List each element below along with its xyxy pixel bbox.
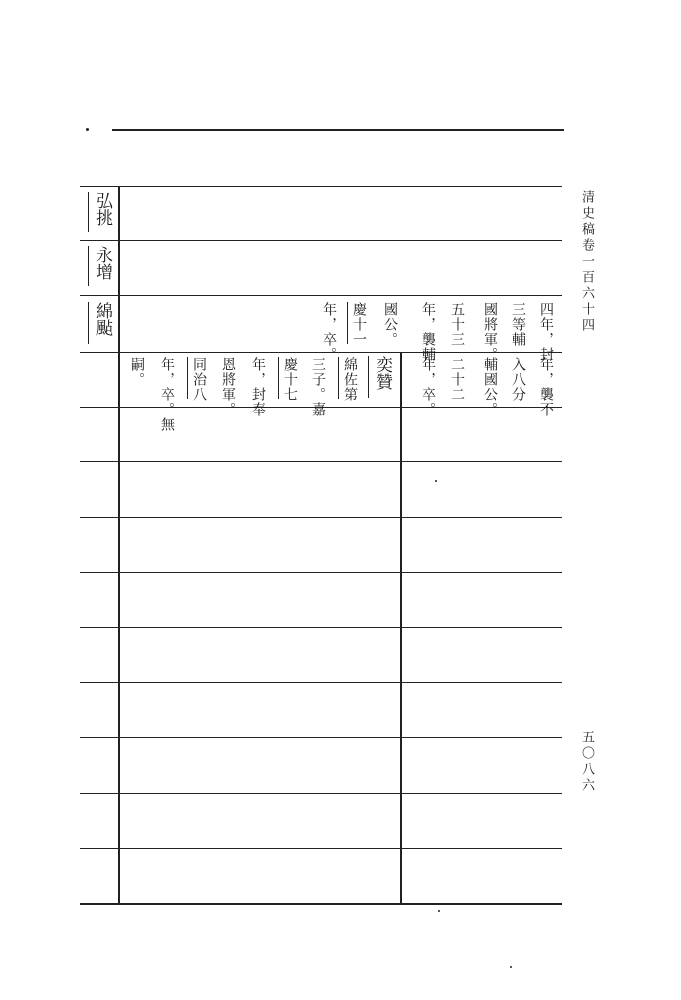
bio-column: 四年，封 (538, 302, 554, 362)
row-rule-7 (80, 517, 562, 518)
column-mark (338, 357, 339, 399)
row-rule-3 (80, 295, 562, 296)
person-name-hongtiao: 弘挑 (92, 192, 112, 226)
name-mark-2 (88, 246, 89, 286)
bio-column: 三子。嘉 (310, 357, 326, 417)
scan-speck (438, 910, 440, 912)
row-rule-1 (80, 186, 562, 187)
bio-column: 慶十七 (282, 357, 298, 402)
scan-speck (435, 480, 437, 482)
bio-column: 國將軍。 (482, 302, 498, 362)
top-rule (112, 129, 564, 131)
bio-column: 年，襲不 (538, 357, 554, 417)
bio-column: 國公。 (382, 302, 398, 347)
bio-column: 年，卒。無 (159, 357, 175, 432)
person-name-mianzhan: 綿颭 (92, 302, 112, 336)
person-name-yizan: 奕贊 (372, 356, 392, 390)
row-rule-8 (80, 572, 562, 573)
name-mark-3 (88, 302, 89, 344)
column-mark (347, 302, 348, 344)
row-rule-9 (80, 627, 562, 628)
name-mark-4 (368, 356, 369, 398)
name-mark-1 (88, 192, 89, 232)
bio-column: 年，卒。 (420, 357, 436, 417)
column-mark (278, 357, 279, 399)
row-rule-11 (80, 737, 562, 738)
row-rule-12 (80, 793, 562, 794)
row-rule-2 (80, 240, 562, 241)
bio-column: 慶十一 (351, 302, 367, 347)
bio-column: 年，封奉 (250, 357, 266, 417)
bio-column: 入八分 (510, 357, 526, 402)
person-name-yongzeng: 永增 (92, 246, 112, 280)
bio-column: 綿佐第 (342, 357, 358, 402)
generation-column-divider (400, 352, 402, 904)
row-rule-13 (80, 848, 562, 849)
bio-column: 恩將軍。 (220, 357, 236, 417)
row-rule-6 (80, 461, 562, 462)
bio-column: 輔國公。 (482, 357, 498, 417)
bio-column: 五十三 (449, 302, 465, 347)
bio-column: 年，襲輔 (420, 302, 436, 362)
bio-column: 同治八 (191, 357, 207, 402)
page-number-margin: 五〇八六 (579, 730, 594, 794)
bottom-rule (80, 903, 562, 905)
bio-column: 嗣。 (129, 357, 145, 387)
name-column-divider (118, 186, 120, 904)
row-rule-10 (80, 682, 562, 683)
bio-column: 二十二 (449, 357, 465, 402)
bio-column: 三等輔 (510, 302, 526, 347)
bio-column: 年，卒。 (321, 302, 337, 362)
top-rule-dot (86, 128, 89, 131)
column-mark (187, 357, 188, 399)
book-title-margin: 清史稿卷一百六十四 (579, 190, 594, 334)
scan-speck (510, 966, 512, 968)
